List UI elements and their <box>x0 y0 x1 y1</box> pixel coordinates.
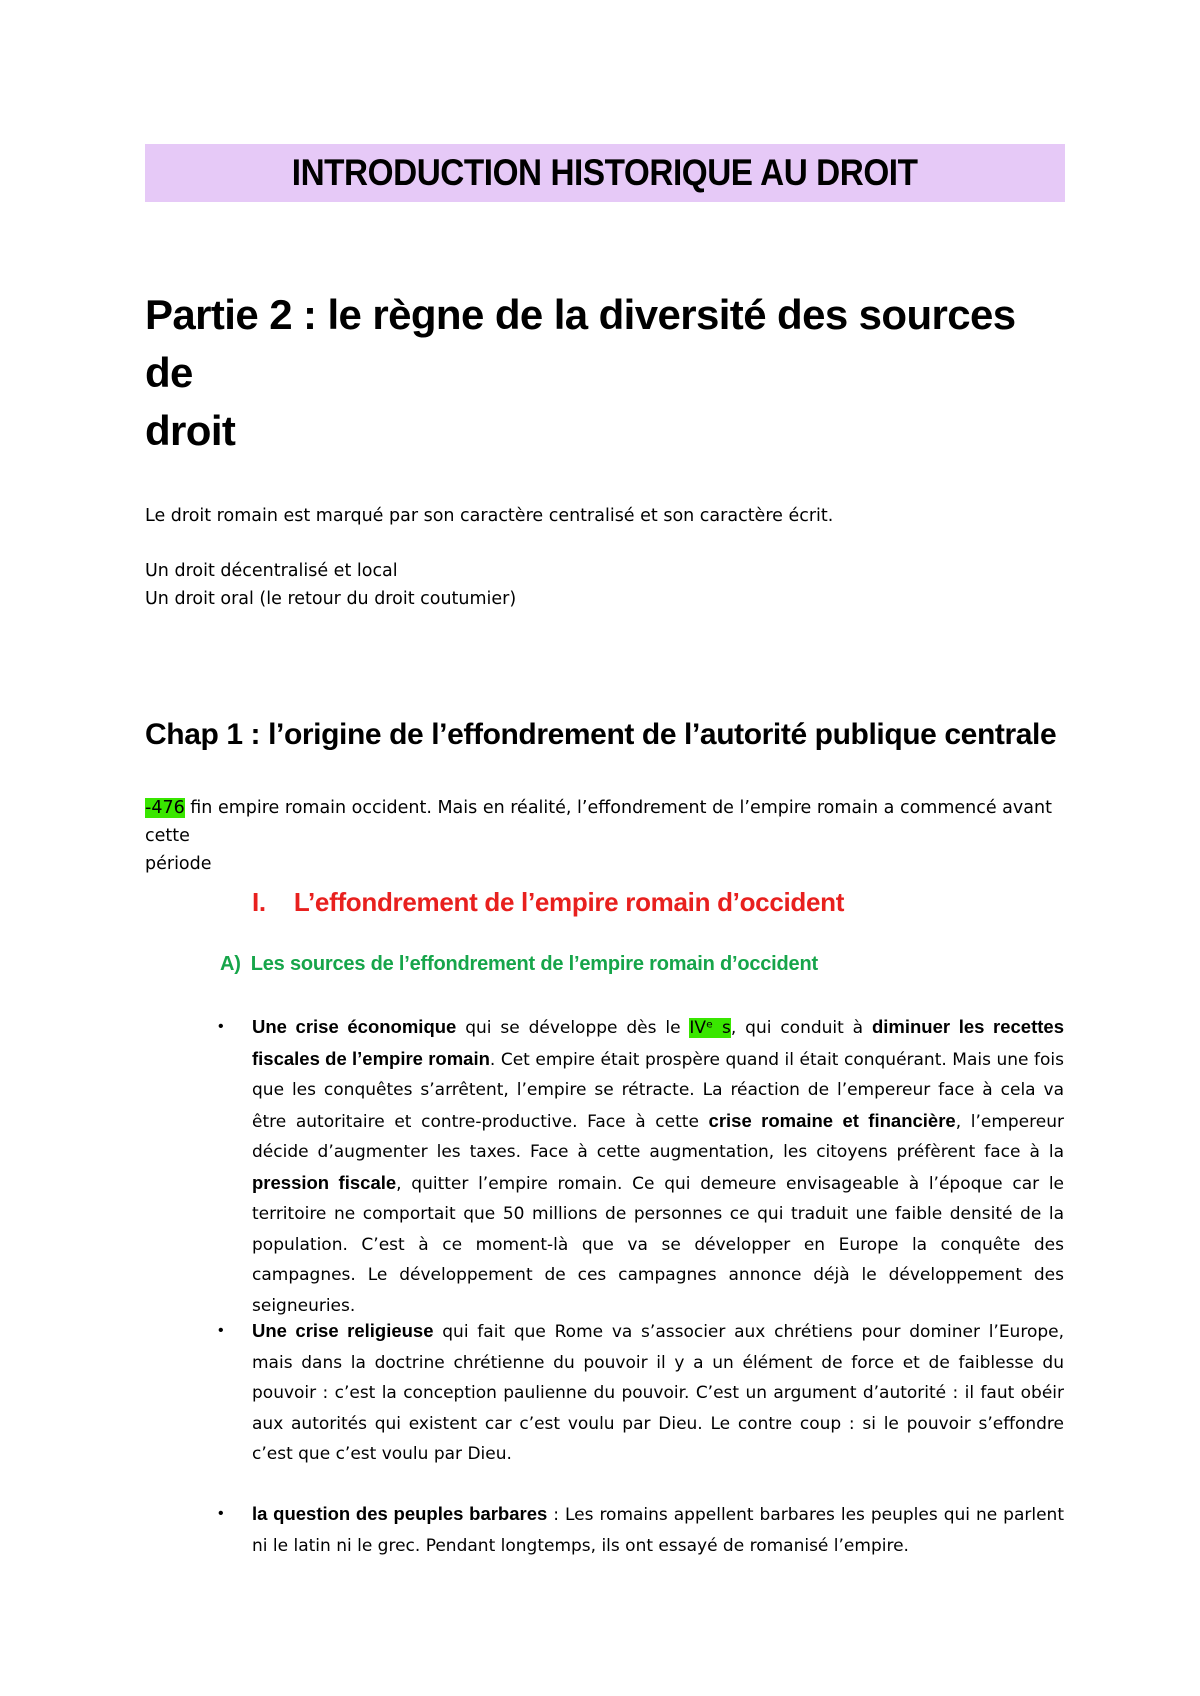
subsection-heading <box>220 953 818 976</box>
chapter-intro-line1 <box>145 794 1065 850</box>
list-item <box>218 1012 1068 1321</box>
bullet-bold-text: diminuer les recettes fiscales de l’empire romain <box>252 1016 1064 1069</box>
intro-paragraph-1: Le droit romain est marqué par son caractère centralisé et son caractère écrit. <box>145 506 834 526</box>
bullet-text-part: , qui conduit à <box>730 1018 872 1038</box>
date-highlight: -476 <box>145 798 185 818</box>
subsection-title: Les sources de l’effondrement de l’empire romain d’occident <box>250 953 818 975</box>
list-item <box>218 1316 1068 1470</box>
document-title-band <box>145 144 1065 202</box>
intro-line-oral: Un droit oral (le retour du droit coutumier) <box>145 589 517 609</box>
document-title: INTRODUCTION HISTORIQUE AU DROIT <box>292 152 918 193</box>
bullet-lead: Une crise religieuse <box>252 1320 434 1341</box>
section-number: I. <box>252 887 266 917</box>
bullet-text-barbares <box>252 1499 1064 1561</box>
bullet-lead: la question des peuples barbares <box>252 1503 548 1524</box>
subsection-letter: A) <box>220 953 241 975</box>
chapter-intro-text: fin empire romain occident. Mais en réalité, l’effondrement de l’empire romain a commencé avant cette <box>145 798 1052 846</box>
bullet-bold-text: crise romaine et financière <box>708 1109 956 1131</box>
bullet-bold-text: pression fiscale <box>252 1171 397 1193</box>
bullet-text-economique <box>252 1012 1064 1321</box>
part-title-line1: Partie 2 : le règne de la diversité des sources de <box>145 291 1016 396</box>
list-item <box>218 1499 1068 1561</box>
bullet-text-part: : Les romains appellent barbares les peuples qui ne parlent ni le latin ni le grec. Pendant longtemps, ils ont essayé de romanisé l’empire. <box>252 1505 1064 1556</box>
bullet-text-religieuse <box>252 1316 1064 1470</box>
intro-paragraph-2 <box>145 557 516 613</box>
section-heading <box>252 887 844 918</box>
intro-line-decentralise: Un droit décentralisé et local <box>145 561 398 581</box>
chapter-title: Chap 1 : l’origine de l’effondrement de l’autorité publique centrale <box>145 718 1057 751</box>
century-highlight: IVᵉ s <box>689 1018 731 1038</box>
chapter-intro-line2: période <box>145 854 212 874</box>
bullet-icon: • <box>218 1322 224 1339</box>
bullet-lead: Une crise économique <box>252 1016 457 1037</box>
section-title: L’effondrement de l’empire romain d’occident <box>293 887 845 917</box>
bullet-text-part: qui fait que Rome va s’associer aux chrétiens pour dominer l’Europe, mais dans la doctrine chrétienne du pouvoir il y a un élément de force et de faiblesse du pouvoir : c’est la conception paulienne du pouvoir. C’est un argument d’autorité : il faut obéir aux autorités qui existent car c’est voulu par Dieu. Le contre coup : si le pouvoir s’effondre c’est que c’est voulu par Dieu. <box>252 1322 1065 1464</box>
bullet-text-part: , quitter l’empire romain. Ce qui demeure envisageable à l’époque car le territoire ne comportait que 50 millions de personnes ce qui traduit une faible densité de la population. C’est à ce moment-là que va se développer en Europe la conquête des campagnes. Le développement de ces campagnes annonce déjà le développement des seigneuries. <box>252 1173 1065 1316</box>
bullet-text-part: qui se développe dès le <box>456 1018 690 1038</box>
part-title <box>145 286 1045 460</box>
bullet-text-part: . Cet empire était prospère quand il était conquérant. Mais une fois que les conquêtes s’arrêtent, l’empire se rétracte. La réaction de l’empereur face à cela va être autoritaire et contre-productive. Face à cette <box>252 1049 1064 1132</box>
bullet-text-part: , l’empereur décide d’augmenter les taxes. Face à cette augmentation, les citoyens préfèrent face à la <box>252 1111 1064 1162</box>
bullet-icon: • <box>218 1505 224 1522</box>
bullet-icon: • <box>218 1018 224 1035</box>
part-title-line2: droit <box>145 407 236 454</box>
chapter-intro-paragraph <box>145 794 1065 878</box>
